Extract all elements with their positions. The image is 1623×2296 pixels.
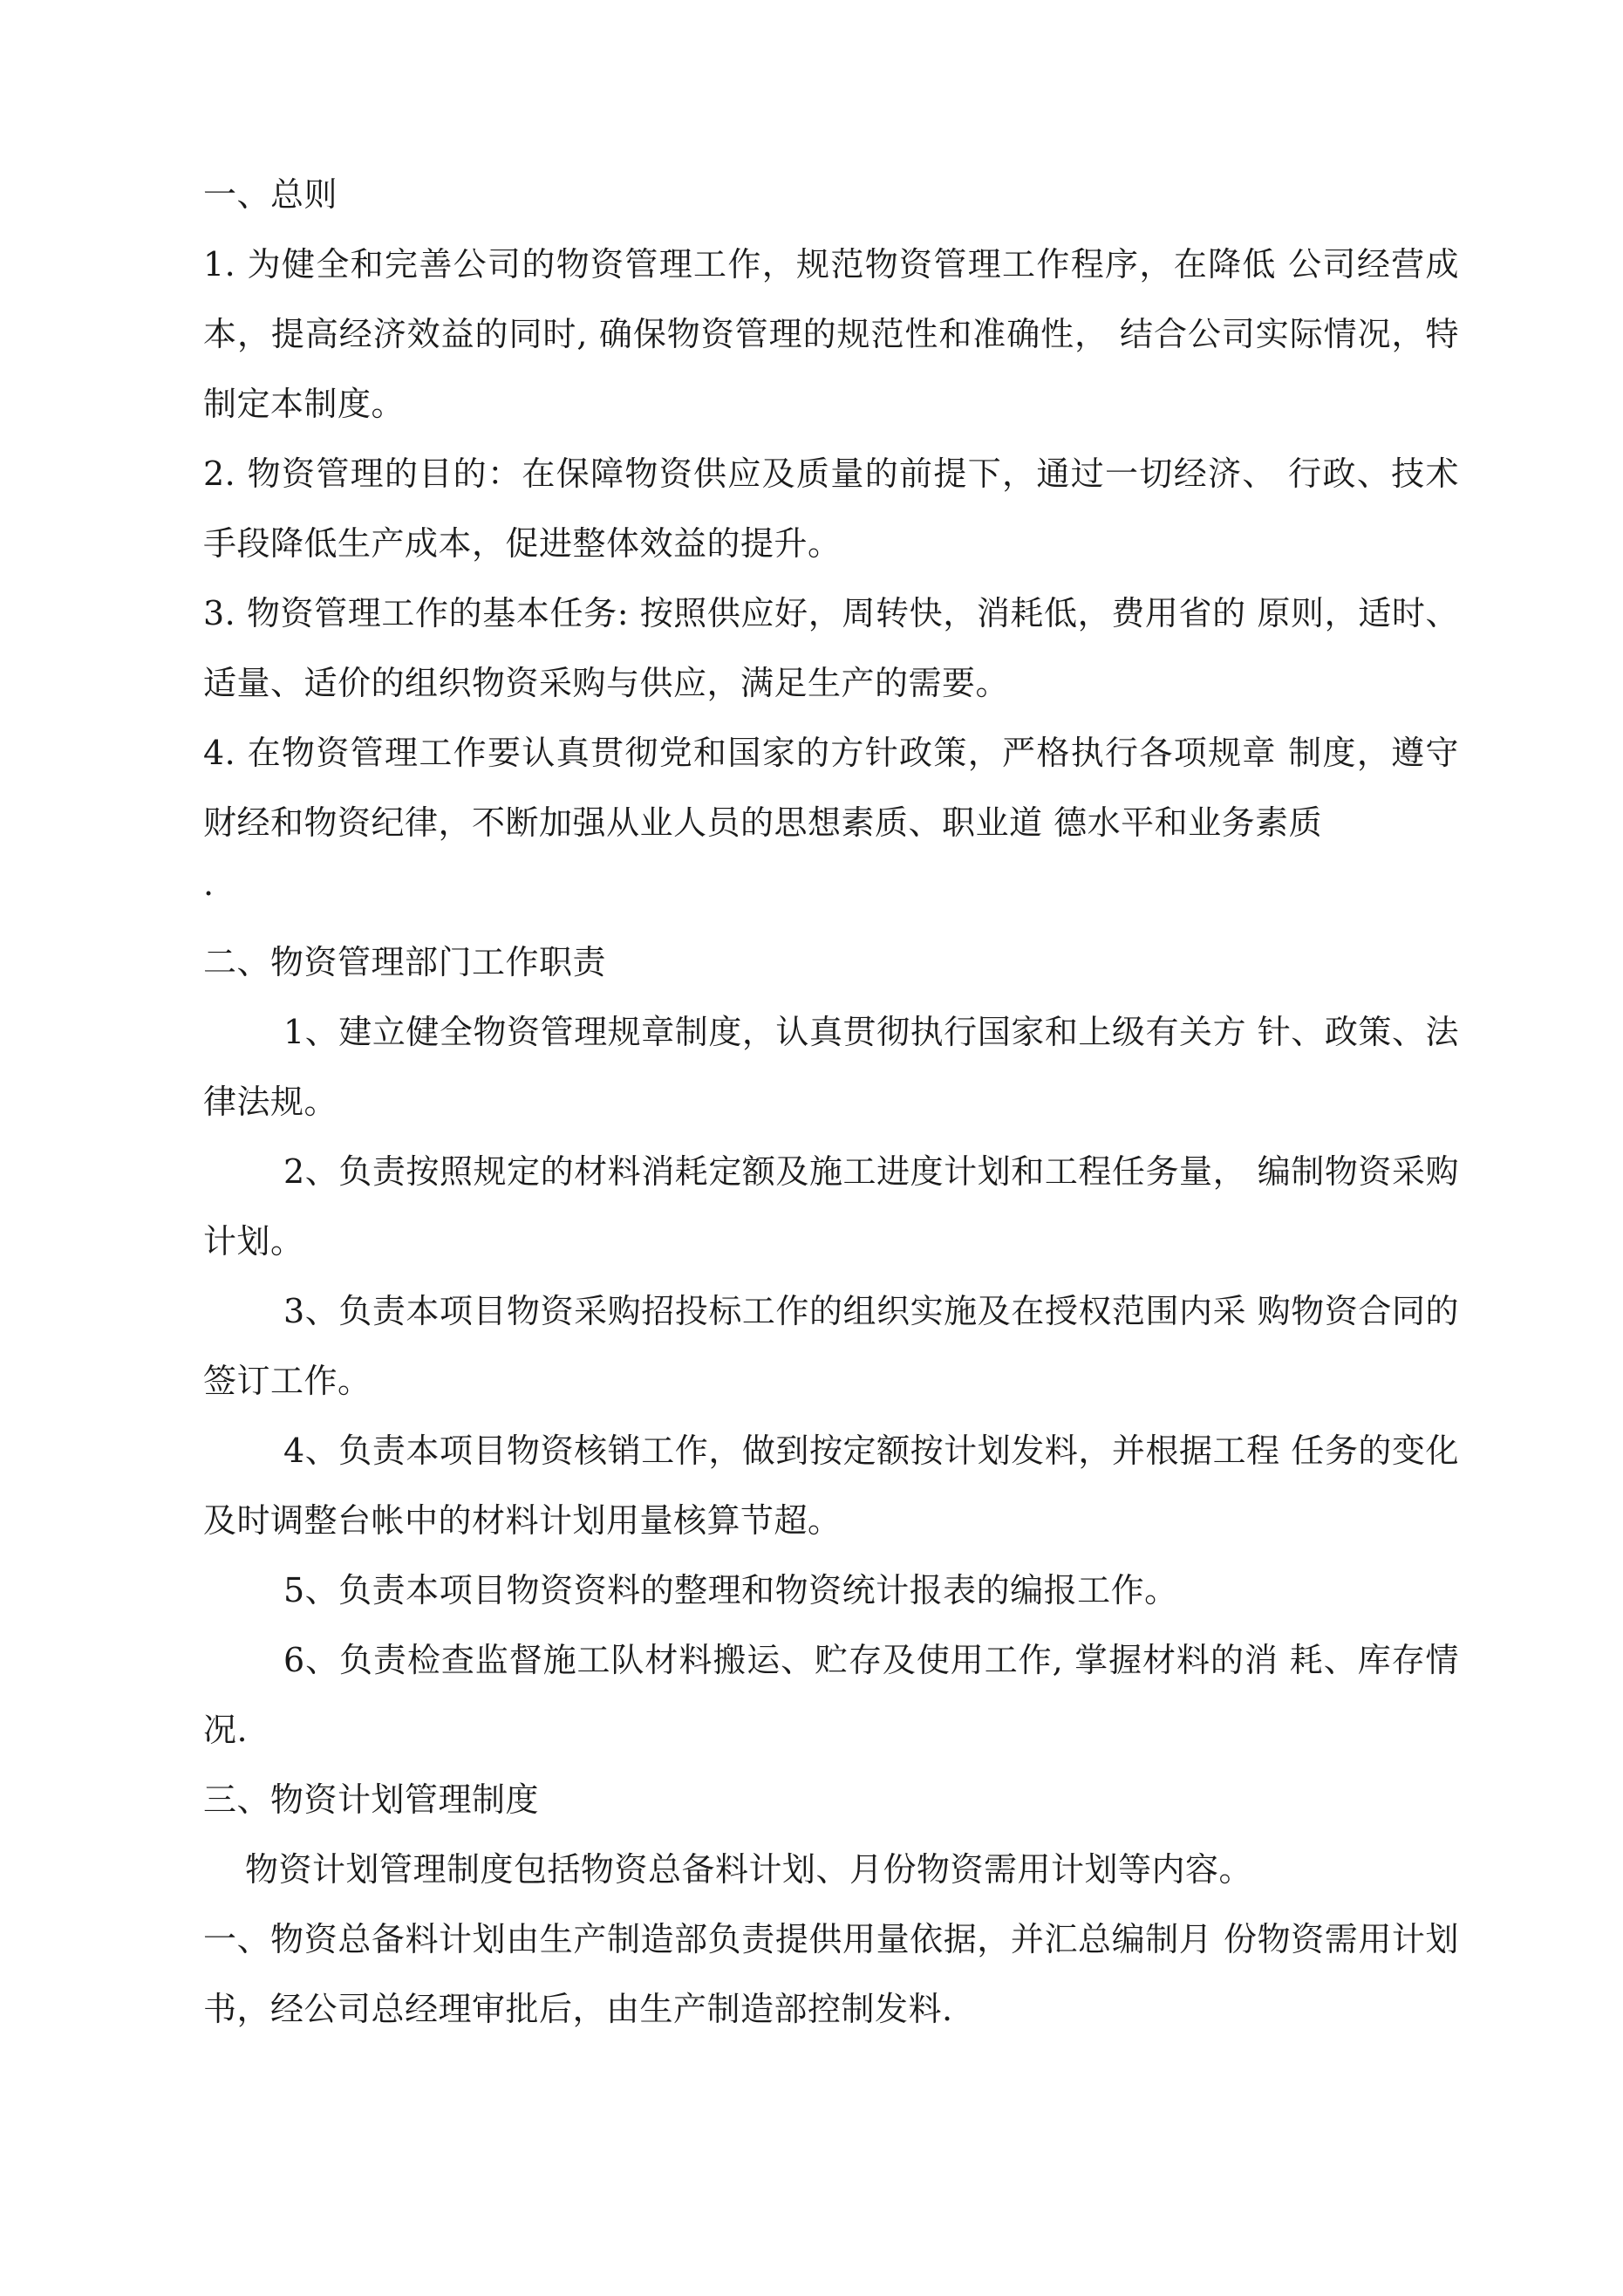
planning-paragraph-1: 一、物资总备料计划由生产制造部负责提供用量依据，并汇总编制月 份物资需用计划书，经公司总经理审批后，由生产制造部控制发料. (203, 1920, 1459, 2028)
duty-item-2: 2、负责按照规定的材料消耗定额及施工进度计划和工程任务量， 编制物资采购计划。 (203, 1152, 1459, 1261)
stray-period: . (203, 864, 215, 903)
duty-item-6: 6、负责检查监督施工队材料搬运、贮存及使用工作, 掌握材料的消 耗、库存情况. (203, 1641, 1459, 1749)
duty-item-4: 4、负责本项目物资核销工作，做到按定额按计划发料，并根据工程 任务的变化及时调整台帐中的材料计划用量核算节超。 (203, 1432, 1459, 1540)
duty-item-5: 5、负责本项目物资资料的整理和物资统计报表的编报工作。 (283, 1571, 1178, 1609)
paragraph-3: 3. 物资管理工作的基本任务: 按照供应好，周转快，消耗低，费用省的 原则，适时、适量、适价的组织物资采购与供应，满足生产的需要。 (203, 594, 1459, 702)
section-heading-duties: 二、物资管理部门工作职责 (203, 943, 607, 981)
duty-item-1: 1、建立健全物资管理规章制度，认真贯彻执行国家和上级有关方 针、政策、法律法规。 (203, 1013, 1459, 1121)
paragraph-1: 1. 为健全和完善公司的物资管理工作，规范物资管理工作程序，在降低 公司经营成本，提高经济效益的同时, 确保物资管理的规范性和准确性， 结合公司实际情况，特制定本制度。 (203, 245, 1459, 423)
paragraph-2: 2. 物资管理的目的：在保障物资供应及质量的前提下，通过一切经济、 行政、技术手段降低生产成本，促进整体效益的提升。 (203, 454, 1459, 563)
section-heading-general: 一、总则 (203, 175, 338, 214)
section-heading-planning: 三、物资计划管理制度 (203, 1780, 540, 1819)
planning-intro: 物资计划管理制度包括物资总备料计划、月份物资需用计划等内容。 (245, 1850, 1253, 1889)
duty-item-3: 3、负责本项目物资采购招投标工作的组织实施及在授权范围内采 购物资合同的签订工作。 (203, 1292, 1459, 1400)
document-body (203, 160, 1459, 2044)
paragraph-4: 4. 在物资管理工作要认真贯彻党和国家的方针政策，严格执行各项规章 制度，遵守财经和物资纪律，不断加强从业人员的思想素质、职业道 德水平和业务素质 (203, 734, 1459, 842)
